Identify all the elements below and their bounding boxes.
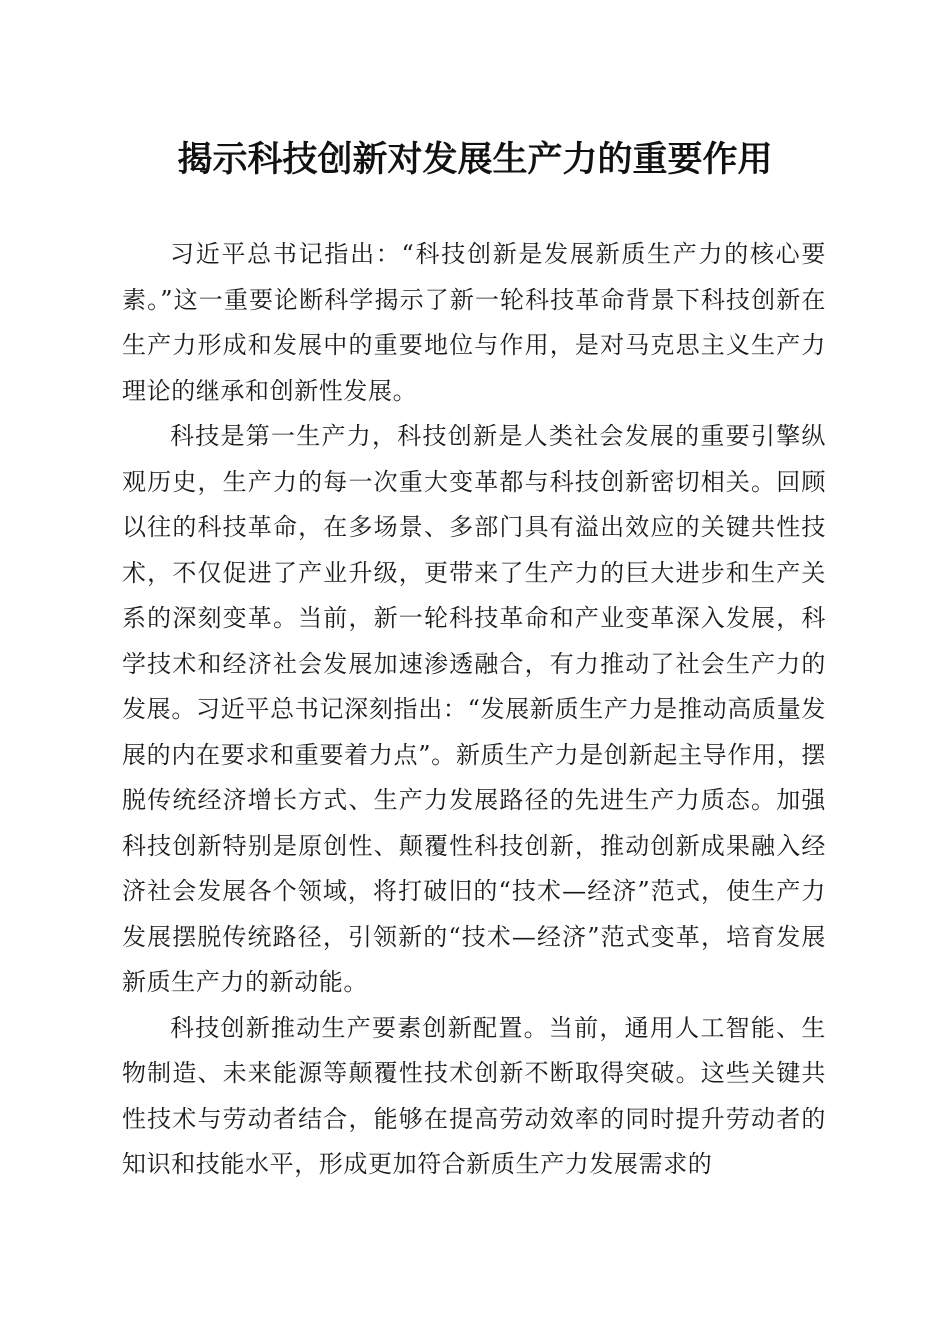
document-body (122, 232, 826, 1188)
paragraph-3: 科技创新推动生产要素创新配置。当前，通用人工智能、生物制造、未来能源等颠覆性技术创新不断取得突破。这些关键共性技术与劳动者结合，能够在提高劳动效率的同时提升劳动者的知识和技能水平，形成更加符合新质生产力发展需求的 (122, 1013, 826, 1178)
document-title: 揭示科技创新对发展生产力的重要作用 (177, 139, 773, 180)
paragraph-2: 科技是第一生产力，科技创新是人类社会发展的重要引擎纵观历史，生产力的每一次重大变革都与科技创新密切相关。回顾以往的科技革命，在多场景、多部门具有溢出效应的关键共性技术，不仅促进了产业升级，更带来了生产力的巨大进步和生产关系的深刻变革。当前，新一轮科技革命和产业变革深入发展，科学技术和经济社会发展加速渗透融合，有力推动了社会生产力的发展。习近平总书记深刻指出：“发展新质生产力是推动高质量发展的内在要求和重要着力点”。新质生产力是创新起主导作用，摆脱传统经济增长方式、生产力发展路径的先进生产力质态。加强科技创新特别是原创性、颠覆性科技创新，推动创新成果融入经济社会发展各个领域，将打破旧的“技术—经济”范式，使生产力发展摆脱传统路径，引领新的“技术—经济”范式变革，培育发展新质生产力的新动能。 (122, 422, 826, 996)
paragraph-1: 习近平总书记指出：“科技创新是发展新质生产力的核心要素。”这一重要论断科学揭示了新一轮科技革命背景下科技创新在生产力形成和发展中的重要地位与作用，是对马克思主义生产力理论的继承和创新性发展。 (122, 240, 826, 405)
